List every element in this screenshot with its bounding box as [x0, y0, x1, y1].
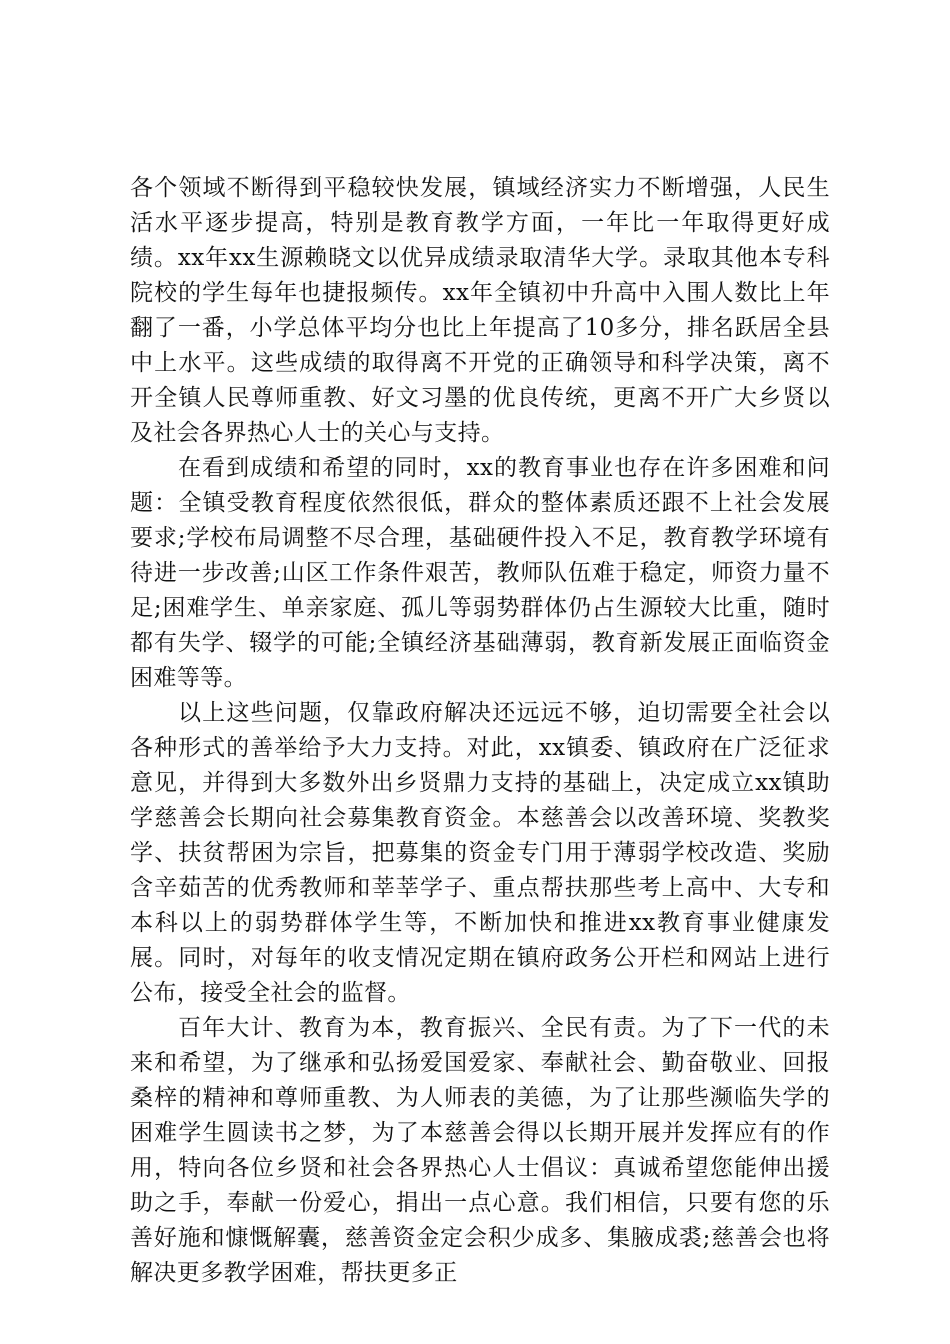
paragraph-appeal: 百年大计、教育为本，教育振兴、全民有责。为了下一代的未来和希望，为了继承和弘扬爱国爱家、奉献社会、勤奋敬业、回报桑梓的精神和尊师重教、为人师表的美德，为了让那些濒临失学的困难学生圆读书之梦，为了本慈善会得以长期开展并发挥应有的作用，特向各位乡贤和社会各界热心人士倡议：真诚希望您能伸出援助之手，奉献一份爱心，捐出一点心意。我们相信，只要有您的乐善好施和慷慨解囊，慈善资金定会积少成多、集腋成裘;慈善会也将解决更多教学困难，帮扶更多正 — [130, 1015, 830, 1286]
paragraph-charity-founding: 以上这些问题，仅靠政府解决还远远不够，迫切需要全社会以各种形式的善举给予大力支持。对此，xx镇委、镇政府在广泛征求意见，并得到大多数外出乡贤鼎力支持的基础上，决定成立xx镇助学慈善会长期向社会募集教育资金。本慈善会以改善环境、奖教奖学、扶贫帮困为宗旨，把募集的资金专门用于薄弱学校改造、奖励含辛茹苦的优秀教师和莘莘学子、重点帮扶那些考上高中、大专和本科以上的弱势群体学生等，不断加快和推进xx教育事业健康发展。同时，对每年的收支情况定期在镇府政务公开栏和网站上进行公布，接受全社会的监督。 — [130, 700, 830, 1006]
paragraph-problems: 在看到成绩和希望的同时，xx的教育事业也存在许多困难和问题：全镇受教育程度依然很低，群众的整体素质还跟不上社会发展要求;学校布局调整不尽合理，基础硬件投入不足，教育教学环境有待进一步改善;山区工作条件艰苦，教师队伍难于稳定，师资力量不足;困难学生、单亲家庭、孤儿等弱势群体仍占生源较大比重，随时都有失学、辍学的可能;全镇经济基础薄弱，教育新发展正面临资金困难等等。 — [130, 455, 830, 691]
paragraph-achievements: 各个领域不断得到平稳较快发展，镇域经济实力不断增强，人民生活水平逐步提高，特别是教育教学方面，一年比一年取得更好成绩。xx年xx生源赖晓文以优异成绩录取清华大学。录取其他本专科院校的学生每年也捷报频传。xx年全镇初中升高中入围人数比上年翻了一番，小学总体平均分也比上年提高了10多分，排名跃居全县中上水平。这些成绩的取得离不开党的正确领导和科学决策，离不开全镇人民尊师重教、好文习墨的优良传统，更离不开广大乡贤以及社会各界热心人士的关心与支持。 — [130, 175, 830, 446]
document-body — [130, 171, 830, 1291]
